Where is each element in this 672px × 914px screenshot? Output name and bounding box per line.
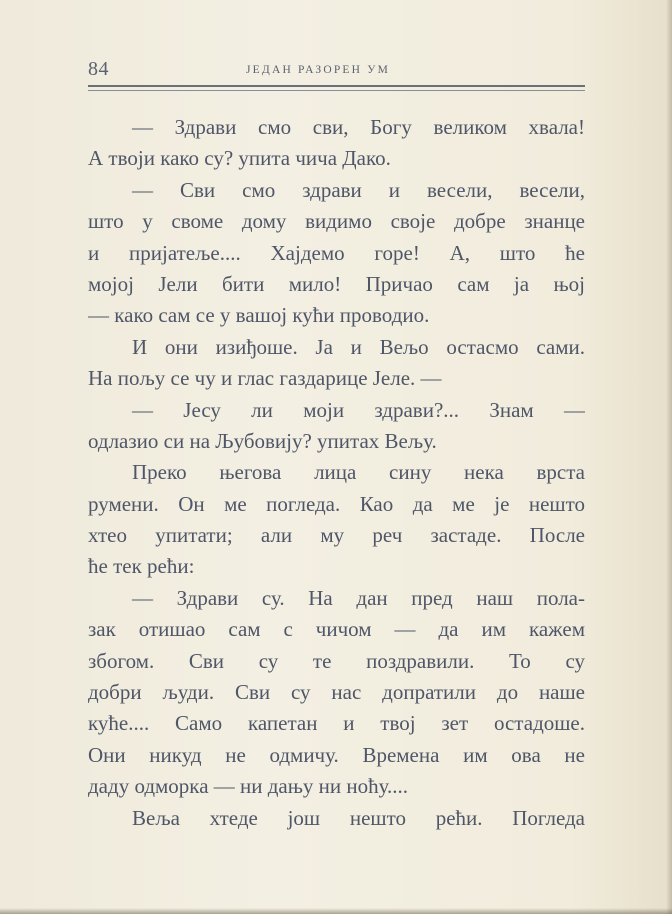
text-line: На пољу се чу и глас газдарице Јеле. — [88,366,442,391]
text-line: И они изиђоше. Ја и Вељо остасмо сами. [132,334,585,359]
running-title: ЈЕДАН РАЗОРЕН УМ [246,64,391,76]
text-line: добри људи. Сви су нас допратили до наше [88,680,585,705]
page-header [88,58,588,80]
text-line: ће тек рећи: [88,554,195,579]
text-line: Они никуд не одмичу. Времена им ова не [88,742,585,767]
text-line: Преко његова лица сину нека врста [132,460,585,485]
text-line: — Здрави смо сви, Богу великом хвала! [132,115,585,139]
text-line: хтео упитати; али му реч застаде. После [88,523,585,548]
text-line: и пријатеље.... Хајдемо горе! А, што ће [88,240,585,265]
text-line: Веља хтеде још нешто рећи. Погледа [132,805,585,830]
text-line: што у своме дому видимо своје добре знанце [88,209,585,234]
header-rule-thin [88,90,585,91]
body-text [88,112,585,834]
text-line: — Јесу ли моји здрави?... Знам — [132,397,585,422]
text-line: — како сам се у вашој кући проводио. [88,303,430,328]
text-line: куће.... Само капетан и твој зет остадоше. [88,711,585,736]
text-line: даду одморка — ни дању ни ноћу.... [88,774,409,799]
text-line: зак отишао сам с чичом — да им кажем [88,617,585,642]
text-line: мојој Јели бити мило! Причао сам ја њој [88,271,585,296]
page-bottom-edge [0,908,672,914]
text-line: — Сви смо здрави и весели, весели, [132,177,585,202]
text-line: — Здрави су. На дан пред наш пола- [132,585,585,610]
page-edge-shadow [666,0,672,914]
text-line: А твоји како су? упита чича Дако. [88,146,391,171]
header-rule-thick [88,85,585,87]
text-line: одлазио си на Љубовију? упитах Вељу. [88,428,437,453]
text-line: румени. Он ме погледа. Као да ме је нешто [88,491,585,516]
page-number: 84 [88,58,109,80]
text-line: збогом. Сви су те поздравили. То су [88,648,585,673]
